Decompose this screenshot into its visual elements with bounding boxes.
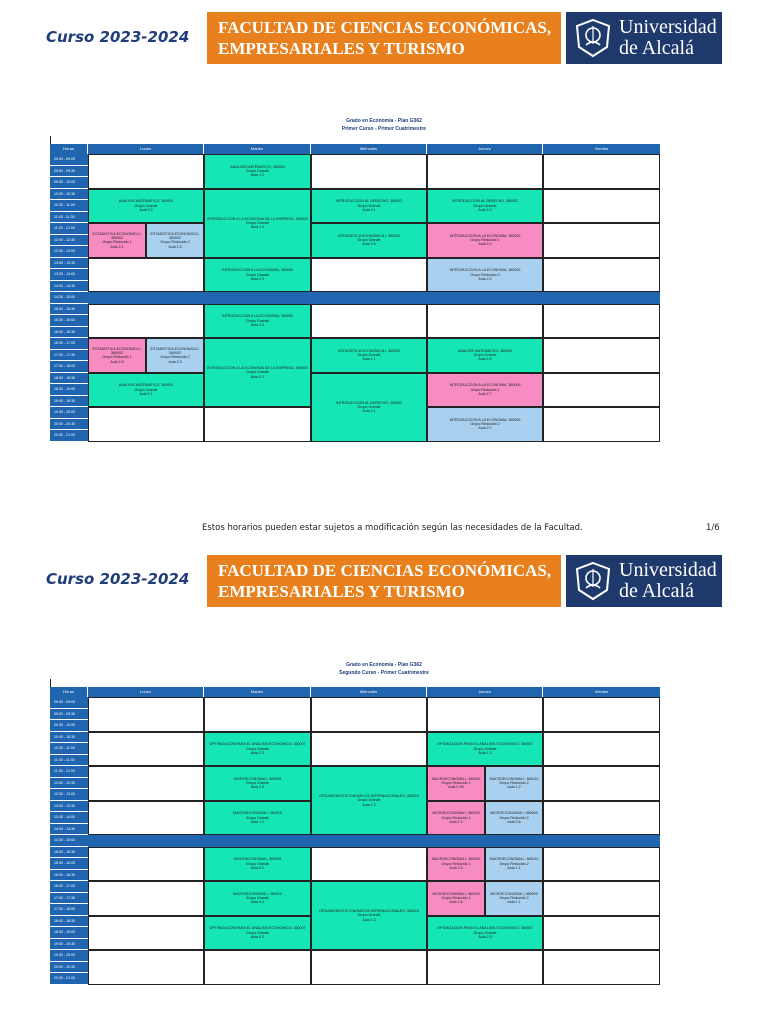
class-group: Grupo Grande [246, 746, 269, 751]
university-crest-icon [572, 17, 614, 59]
day-header-4: Jueves [427, 144, 542, 154]
class-event [204, 154, 311, 189]
day-header-3: Miércoles [311, 687, 426, 697]
class-room: Aula 0.2 [250, 865, 265, 870]
class-subject: INTRODUCCION A LA ECONOMIA DE LA EMPRESA, 360003 [207, 216, 308, 221]
schedule-1-title [0, 117, 768, 133]
empty-slot [311, 950, 427, 985]
day-header-0: Horas [50, 687, 87, 697]
class-subject: MACROECONOMIA I, 360010 [489, 857, 539, 862]
empty-slot [543, 766, 660, 801]
class-group: Grupo Grande [246, 815, 269, 820]
class-room: Aula 2.3 [250, 750, 265, 755]
day-header-5: Viernes [543, 144, 660, 154]
class-subject: MACROECONOMIA I, 360010 [233, 891, 282, 896]
hour-label: 14:00 - 14:30 [50, 281, 88, 293]
class-event [88, 338, 146, 373]
hour-label: 16:00 - 16:30 [50, 870, 88, 882]
class-group: Grupo Reducido 2 [499, 861, 529, 866]
class-room: Aula 2.3 [478, 357, 492, 362]
class-group: Grupo Reducido 2 [160, 240, 190, 245]
empty-slot [204, 950, 311, 985]
class-group: Grupo Grande [357, 798, 381, 803]
empty-slot [88, 154, 204, 189]
class-subject: ESTADISTICA ECONOMICA I, 360002 [92, 231, 142, 240]
class-room: Aula 2.3 [168, 359, 182, 364]
hour-label: 20:00 - 20:30 [50, 962, 88, 974]
class-room: Aula 2.3 [478, 934, 492, 939]
schedule-2-degree: Grado en Economía - Plan G362 [346, 662, 422, 668]
class-subject: MICROECONOMIA I, 360009 [233, 776, 282, 781]
hour-label: 19:00 - 19:30 [50, 939, 88, 951]
class-room: Aula 1.1 [362, 357, 376, 362]
class-subject: MICROECONOMIA I, 360009 [490, 811, 538, 816]
class-group: Grupo Reducido 2 [499, 781, 529, 786]
class-group: Grupo Grande [134, 203, 158, 208]
class-subject: MACROECONOMIA I, 360010 [431, 776, 481, 781]
hour-label: 17:30 - 18:00 [50, 904, 88, 916]
hour-label: 11:30 - 12:00 [50, 223, 88, 235]
class-group: Grupo Grande [246, 169, 269, 174]
class-subject: MACROECONOMIA I, 360010 [431, 857, 481, 862]
class-event [88, 373, 204, 408]
university-name-line-1: Universidad [619, 559, 717, 581]
class-group: Grupo Grande [473, 203, 497, 208]
class-room: Aula 1.1 [507, 865, 521, 870]
class-subject: MICROECONOMIA I, 360009 [490, 891, 538, 896]
class-group: Grupo Reducido 2 [470, 272, 500, 277]
class-subject: MICROECONOMIA I, 360009 [233, 857, 282, 862]
class-room: Aula 2.6 [110, 359, 124, 364]
class-subject: ORGANISMOS ECONOMICOS INTERNACIONALES, 360024 [319, 909, 419, 914]
class-group: Grupo Reducido 1 [441, 781, 471, 786]
class-event [485, 801, 543, 836]
empty-slot [311, 847, 427, 882]
hour-label: 13:00 - 13:30 [50, 258, 88, 270]
hour-label: 10:00 - 10:30 [50, 189, 88, 201]
hour-label: 20:30 - 21:00 [50, 430, 88, 442]
empty-slot [543, 732, 660, 767]
class-event [146, 338, 204, 373]
hour-label: 09:30 - 09:00 [50, 697, 88, 709]
hour-label: 15:00 - 15:30 [50, 847, 88, 859]
hour-label: 15:30 - 16:00 [50, 858, 88, 870]
class-event [204, 304, 311, 339]
hour-label: 10:00 - 10:30 [50, 732, 88, 744]
hour-label: 11:00 - 11:30 [50, 212, 88, 224]
empty-slot [543, 373, 660, 408]
class-room: Aula 0.2 [250, 900, 265, 905]
course-year: Curso 2023-2024 [46, 28, 190, 46]
empty-slot [543, 154, 660, 189]
university-name-line-1: Universidad [619, 16, 717, 38]
day-header-0: Horas [50, 144, 87, 154]
class-group: Grupo Grande [246, 930, 269, 935]
class-room: Aula 2.7 [478, 391, 492, 396]
empty-slot [311, 258, 427, 293]
timetable-2 [50, 687, 660, 989]
class-group: Grupo Grande [357, 353, 381, 358]
empty-slot [311, 697, 427, 732]
class-event [146, 223, 204, 258]
class-room: Aula 2.6 [362, 242, 376, 247]
class-subject: OPTIMIZACION PARA EL ANALISIS ECONOMICO, 360007 [209, 742, 306, 747]
faculty-banner [207, 555, 561, 607]
class-subject: ESTADISTICA ECONOMICA I, 360002 [150, 231, 200, 240]
class-event [311, 189, 427, 224]
class-group: Grupo Reducido 1 [441, 815, 471, 820]
class-event [485, 881, 543, 916]
class-group: Grupo Grande [246, 861, 269, 866]
class-group: Grupo Grande [246, 896, 269, 901]
hour-label: 17:30 - 18:00 [50, 361, 88, 373]
class-event [427, 801, 485, 836]
hour-label: 15:30 - 16:00 [50, 315, 88, 327]
class-subject: ORGANISMOS ECONOMICOS INTERNACIONALES, 360024 [319, 794, 419, 799]
class-event [204, 801, 311, 836]
faculty-banner [207, 12, 561, 64]
hour-label: 14:30 - 15:00 [50, 835, 88, 847]
page-number: 1/6 [706, 523, 720, 533]
empty-slot [88, 916, 204, 951]
hour-label: 13:30 - 14:00 [50, 812, 88, 824]
day-header-3: Miércoles [311, 144, 426, 154]
empty-slot [88, 766, 204, 801]
day-header-5: Viernes [543, 687, 660, 697]
class-room: Aula 1.2 [478, 750, 492, 755]
class-event [427, 881, 485, 916]
class-room: Aula 2.6 [449, 900, 463, 905]
hour-label: 18:30 - 19:00 [50, 384, 88, 396]
hour-label: 13:30 - 14:00 [50, 269, 88, 281]
class-group: Grupo Grande [357, 238, 381, 243]
empty-slot [543, 189, 660, 224]
class-group: Grupo Grande [246, 318, 269, 323]
hour-label: 11:30 - 12:00 [50, 766, 88, 778]
empty-slot [543, 407, 660, 442]
hour-label: 11:00 - 11:30 [50, 755, 88, 767]
class-event [204, 847, 311, 882]
hour-label: 10:30 - 11:00 [50, 200, 88, 212]
class-subject: INTRODUCCION AL DERECHO, 360002 [336, 400, 402, 405]
empty-slot [88, 697, 204, 732]
class-room: Aula 2.7 [478, 426, 492, 431]
empty-slot [543, 258, 660, 293]
class-room: Aula 2.3 [250, 276, 265, 281]
hour-label: 16:30 - 17:00 [50, 881, 88, 893]
class-subject: MICROECONOMIA I, 360009 [432, 811, 480, 816]
hour-label: 18:00 - 18:30 [50, 373, 88, 385]
hour-label: 14:30 - 15:00 [50, 292, 88, 304]
class-group: Grupo Reducido 1 [441, 861, 471, 866]
class-subject: INTRODUCCION AL DERECHO, 360002 [452, 199, 518, 204]
day-header-1: Lunes [88, 687, 203, 697]
class-event [485, 766, 543, 801]
class-subject: INTRODUCCION A LA ECONOMIA, 360000 [222, 268, 293, 273]
class-event [427, 766, 485, 801]
class-subject: ESTADISTICA ECONOMICA I, 360002 [337, 348, 401, 353]
class-room: Aula 0.2 [139, 207, 153, 212]
class-event [427, 407, 543, 442]
class-event [204, 766, 311, 801]
class-event [427, 847, 485, 882]
class-event [311, 223, 427, 258]
class-room: Aula 2.3 [250, 785, 265, 790]
hour-label: 18:30 - 19:00 [50, 927, 88, 939]
class-event [427, 373, 543, 408]
class-room: Aula 2.2 [478, 207, 492, 212]
class-event [311, 766, 427, 835]
class-room: Aula 2.6 [507, 819, 521, 824]
empty-slot [543, 223, 660, 258]
hour-label: 09:30 - 10:00 [50, 177, 88, 189]
empty-slot [543, 881, 660, 916]
class-event [311, 338, 427, 373]
empty-slot [88, 881, 204, 916]
class-event [311, 881, 427, 950]
day-header-4: Jueves [427, 687, 542, 697]
class-group: Grupo Grande [246, 781, 269, 786]
class-group: Grupo Grande [134, 387, 158, 392]
class-event [485, 847, 543, 882]
class-group: Grupo Grande [246, 272, 269, 277]
class-subject: ANALISIS MATEMATICO, 360004 [457, 348, 513, 353]
class-event [204, 732, 311, 767]
hour-label: 16:30 - 17:00 [50, 338, 88, 350]
day-header-2: Martes [204, 144, 310, 154]
class-group: Grupo Reducido 2 [499, 896, 529, 901]
class-subject: ESTADISTICA ECONOMICA I, 360002 [92, 346, 142, 355]
class-room: Aula 0.2 [250, 934, 265, 939]
class-event [204, 189, 311, 258]
empty-slot [88, 732, 204, 767]
class-subject: INTRODUCCION A LA ECONOMIA, 360000 [222, 314, 293, 319]
faculty-line-2: EMPRESARIALES Y TURISMO [218, 582, 465, 601]
class-room: Aula 0.1B [448, 785, 464, 790]
class-subject: OPTIMIZACION PARA EL ANALISIS ECONOMICO, 360007 [436, 742, 534, 747]
class-subject: INTRODUCCION A LA ECONOMIA DE LA EMPRESA, 360003 [207, 366, 308, 371]
class-room: Aula 2.5 [449, 865, 463, 870]
class-subject: ANALISIS MATEMATICO, 360004 [230, 164, 285, 169]
class-subject: MICROECONOMIA I, 360009 [432, 891, 480, 896]
schedule-1-term: Primer Curso - Primer Cuatrimestre [341, 126, 427, 132]
hour-label: 20:30 - 21:00 [50, 973, 88, 985]
empty-slot [204, 697, 311, 732]
hour-label: 15:00 - 15:30 [50, 304, 88, 316]
hour-label: 09:30 - 09:00 [50, 154, 88, 166]
class-room: Aula 1.2 [507, 785, 521, 790]
hour-label: 19:30 - 20:00 [50, 950, 88, 962]
class-group: Grupo Grande [473, 746, 497, 751]
class-subject: INTRODUCCION AL DERECHO, 360002 [336, 199, 402, 204]
hour-label: 12:00 - 12:30 [50, 235, 88, 247]
day-header-2: Martes [204, 687, 310, 697]
hour-label: 10:30 - 11:00 [50, 743, 88, 755]
hour-label: 09:00 - 09:30 [50, 709, 88, 721]
faculty-line-1: FACULTAD DE CIENCIAS ECONÓMICAS, [218, 18, 552, 37]
class-subject: INTRODUCCION A LA ECONOMIA, 360000 [449, 268, 521, 273]
hour-label: 12:30 - 13:00 [50, 246, 88, 258]
schedule-2-title [0, 661, 768, 677]
class-event [204, 338, 311, 407]
class-room: Aula 1.2 [250, 173, 265, 178]
class-event [311, 373, 427, 442]
class-room: Aula 2.3 [250, 322, 265, 327]
class-group: Grupo Grande [357, 203, 381, 208]
hour-label: 13:00 - 13:30 [50, 801, 88, 813]
class-group: Grupo Reducido 2 [470, 422, 500, 427]
empty-slot [543, 338, 660, 373]
university-name-line-2: de Alcalá [619, 580, 694, 602]
class-event [427, 732, 543, 767]
class-room: Aula 2.2 [478, 276, 492, 281]
hour-label: 09:30 - 10:00 [50, 720, 88, 732]
class-room: Aula 1.3 [362, 917, 376, 922]
class-group: Grupo Grande [473, 930, 497, 935]
class-event [427, 223, 543, 258]
class-group: Grupo Reducido 1 [441, 896, 471, 901]
class-subject: ANALISIS MATEMATICO, 360004 [118, 383, 174, 388]
empty-slot [88, 950, 204, 985]
timetable-1 [50, 144, 660, 445]
empty-slot [543, 801, 660, 836]
empty-slot [543, 950, 660, 985]
empty-slot [543, 304, 660, 339]
empty-slot [427, 697, 543, 732]
hour-label: 12:30 - 13:00 [50, 789, 88, 801]
empty-slot [311, 304, 427, 339]
class-event [427, 189, 543, 224]
class-event [427, 338, 543, 373]
class-subject: MACROECONOMIA I, 360010 [233, 811, 282, 816]
day-header-1: Lunes [88, 144, 203, 154]
class-event [204, 916, 311, 951]
class-room: Aula 2.2 [478, 242, 492, 247]
hour-label: 14:00 - 14:30 [50, 824, 88, 836]
empty-slot [543, 916, 660, 951]
class-event [88, 223, 146, 258]
empty-slot [88, 258, 204, 293]
hour-label: 12:00 - 12:30 [50, 778, 88, 790]
class-group: Grupo Reducido 1 [102, 240, 132, 245]
hour-label: 17:00 - 17:30 [50, 893, 88, 905]
university-name-line-2: de Alcalá [619, 37, 694, 59]
lunch-break-row [88, 835, 660, 847]
hour-label: 19:30 - 20:00 [50, 407, 88, 419]
empty-slot [543, 697, 660, 732]
class-subject: INTRODUCCION A LA ECONOMIA, 360000 [449, 383, 521, 388]
class-subject: MACROECONOMIA I, 360010 [489, 776, 539, 781]
class-subject: OPTIMIZACION PARA EL ANALISIS ECONOMICO, 360007 [436, 926, 534, 931]
empty-slot [427, 154, 543, 189]
class-subject: ANALISIS MATEMATICO, 360004 [118, 199, 174, 204]
class-room: Aula 1.2 [250, 819, 265, 824]
class-group: Grupo Reducido 2 [499, 815, 529, 820]
empty-slot [88, 304, 204, 339]
class-subject: ESTADISTICA ECONOMICA I, 360002 [337, 233, 401, 238]
class-room: Aula 1.1 [507, 900, 521, 905]
class-event [204, 881, 311, 916]
hour-label: 18:00 - 18:30 [50, 916, 88, 928]
class-group: Grupo Grande [473, 353, 497, 358]
hour-label: 19:00 - 19:30 [50, 396, 88, 408]
class-event [427, 258, 543, 293]
empty-slot [427, 950, 543, 985]
empty-slot [311, 732, 427, 767]
schedule-2-term: Segundo Curso - Primer Cuatrimestre [339, 670, 429, 676]
class-subject: INTRODUCCION A LA ECONOMIA, 360000 [449, 233, 521, 238]
university-logo [566, 555, 722, 607]
empty-slot [311, 154, 427, 189]
university-logo [566, 12, 722, 64]
lunch-break-row [88, 292, 660, 304]
class-group: Grupo Reducido 2 [160, 355, 190, 360]
class-room: Aula 2.3 [449, 819, 463, 824]
class-room: Aula 0.1 [139, 391, 153, 396]
empty-slot [204, 407, 311, 442]
hour-label: 09:00 - 09:30 [50, 166, 88, 178]
class-group: Grupo Grande [357, 404, 381, 409]
class-room: Aula 1.2 [250, 225, 265, 230]
class-room: Aula 0.1 [250, 374, 265, 379]
class-group: Grupo Reducido 1 [470, 387, 500, 392]
class-subject: ESTADISTICA ECONOMICA I, 360002 [150, 346, 200, 355]
class-room: Aula 2.3 [168, 244, 182, 249]
class-group: Grupo Reducido 1 [102, 355, 132, 360]
class-subject: INTRODUCCION A LA ECONOMIA, 360000 [449, 417, 521, 422]
empty-slot [88, 407, 204, 442]
class-room: Aula 2.1 [110, 244, 124, 249]
class-group: Grupo Grande [246, 370, 269, 375]
hour-label: 16:00 - 16:30 [50, 327, 88, 339]
schedule-1-degree: Grado en Economía - Plan G362 [346, 118, 422, 124]
footer-note: Estos horarios pueden estar sujetos a modificación según las necesidades de la Facultad. [202, 523, 583, 533]
empty-slot [543, 847, 660, 882]
university-crest-icon [572, 560, 614, 602]
class-group: Grupo Reducido 1 [470, 238, 500, 243]
empty-slot [88, 847, 204, 882]
class-room: Aula 2.3 [362, 802, 376, 807]
class-room: Aula 2.1 [362, 409, 376, 414]
class-room: Aula 2.1 [362, 207, 376, 212]
class-event [204, 258, 311, 293]
class-subject: OPTIMIZACION PARA EL ANALISIS ECONOMICO, 360007 [209, 926, 306, 931]
class-group: Grupo Grande [357, 913, 381, 918]
faculty-line-2: EMPRESARIALES Y TURISMO [218, 39, 465, 58]
empty-slot [88, 801, 204, 836]
course-year: Curso 2023-2024 [46, 570, 190, 588]
hour-label: 20:00 - 20:30 [50, 419, 88, 431]
empty-slot [427, 304, 543, 339]
faculty-line-1: FACULTAD DE CIENCIAS ECONÓMICAS, [218, 561, 552, 580]
class-event [427, 916, 543, 951]
class-event [88, 189, 204, 224]
hour-label: 17:00 - 17:30 [50, 350, 88, 362]
class-group: Grupo Grande [246, 220, 269, 225]
